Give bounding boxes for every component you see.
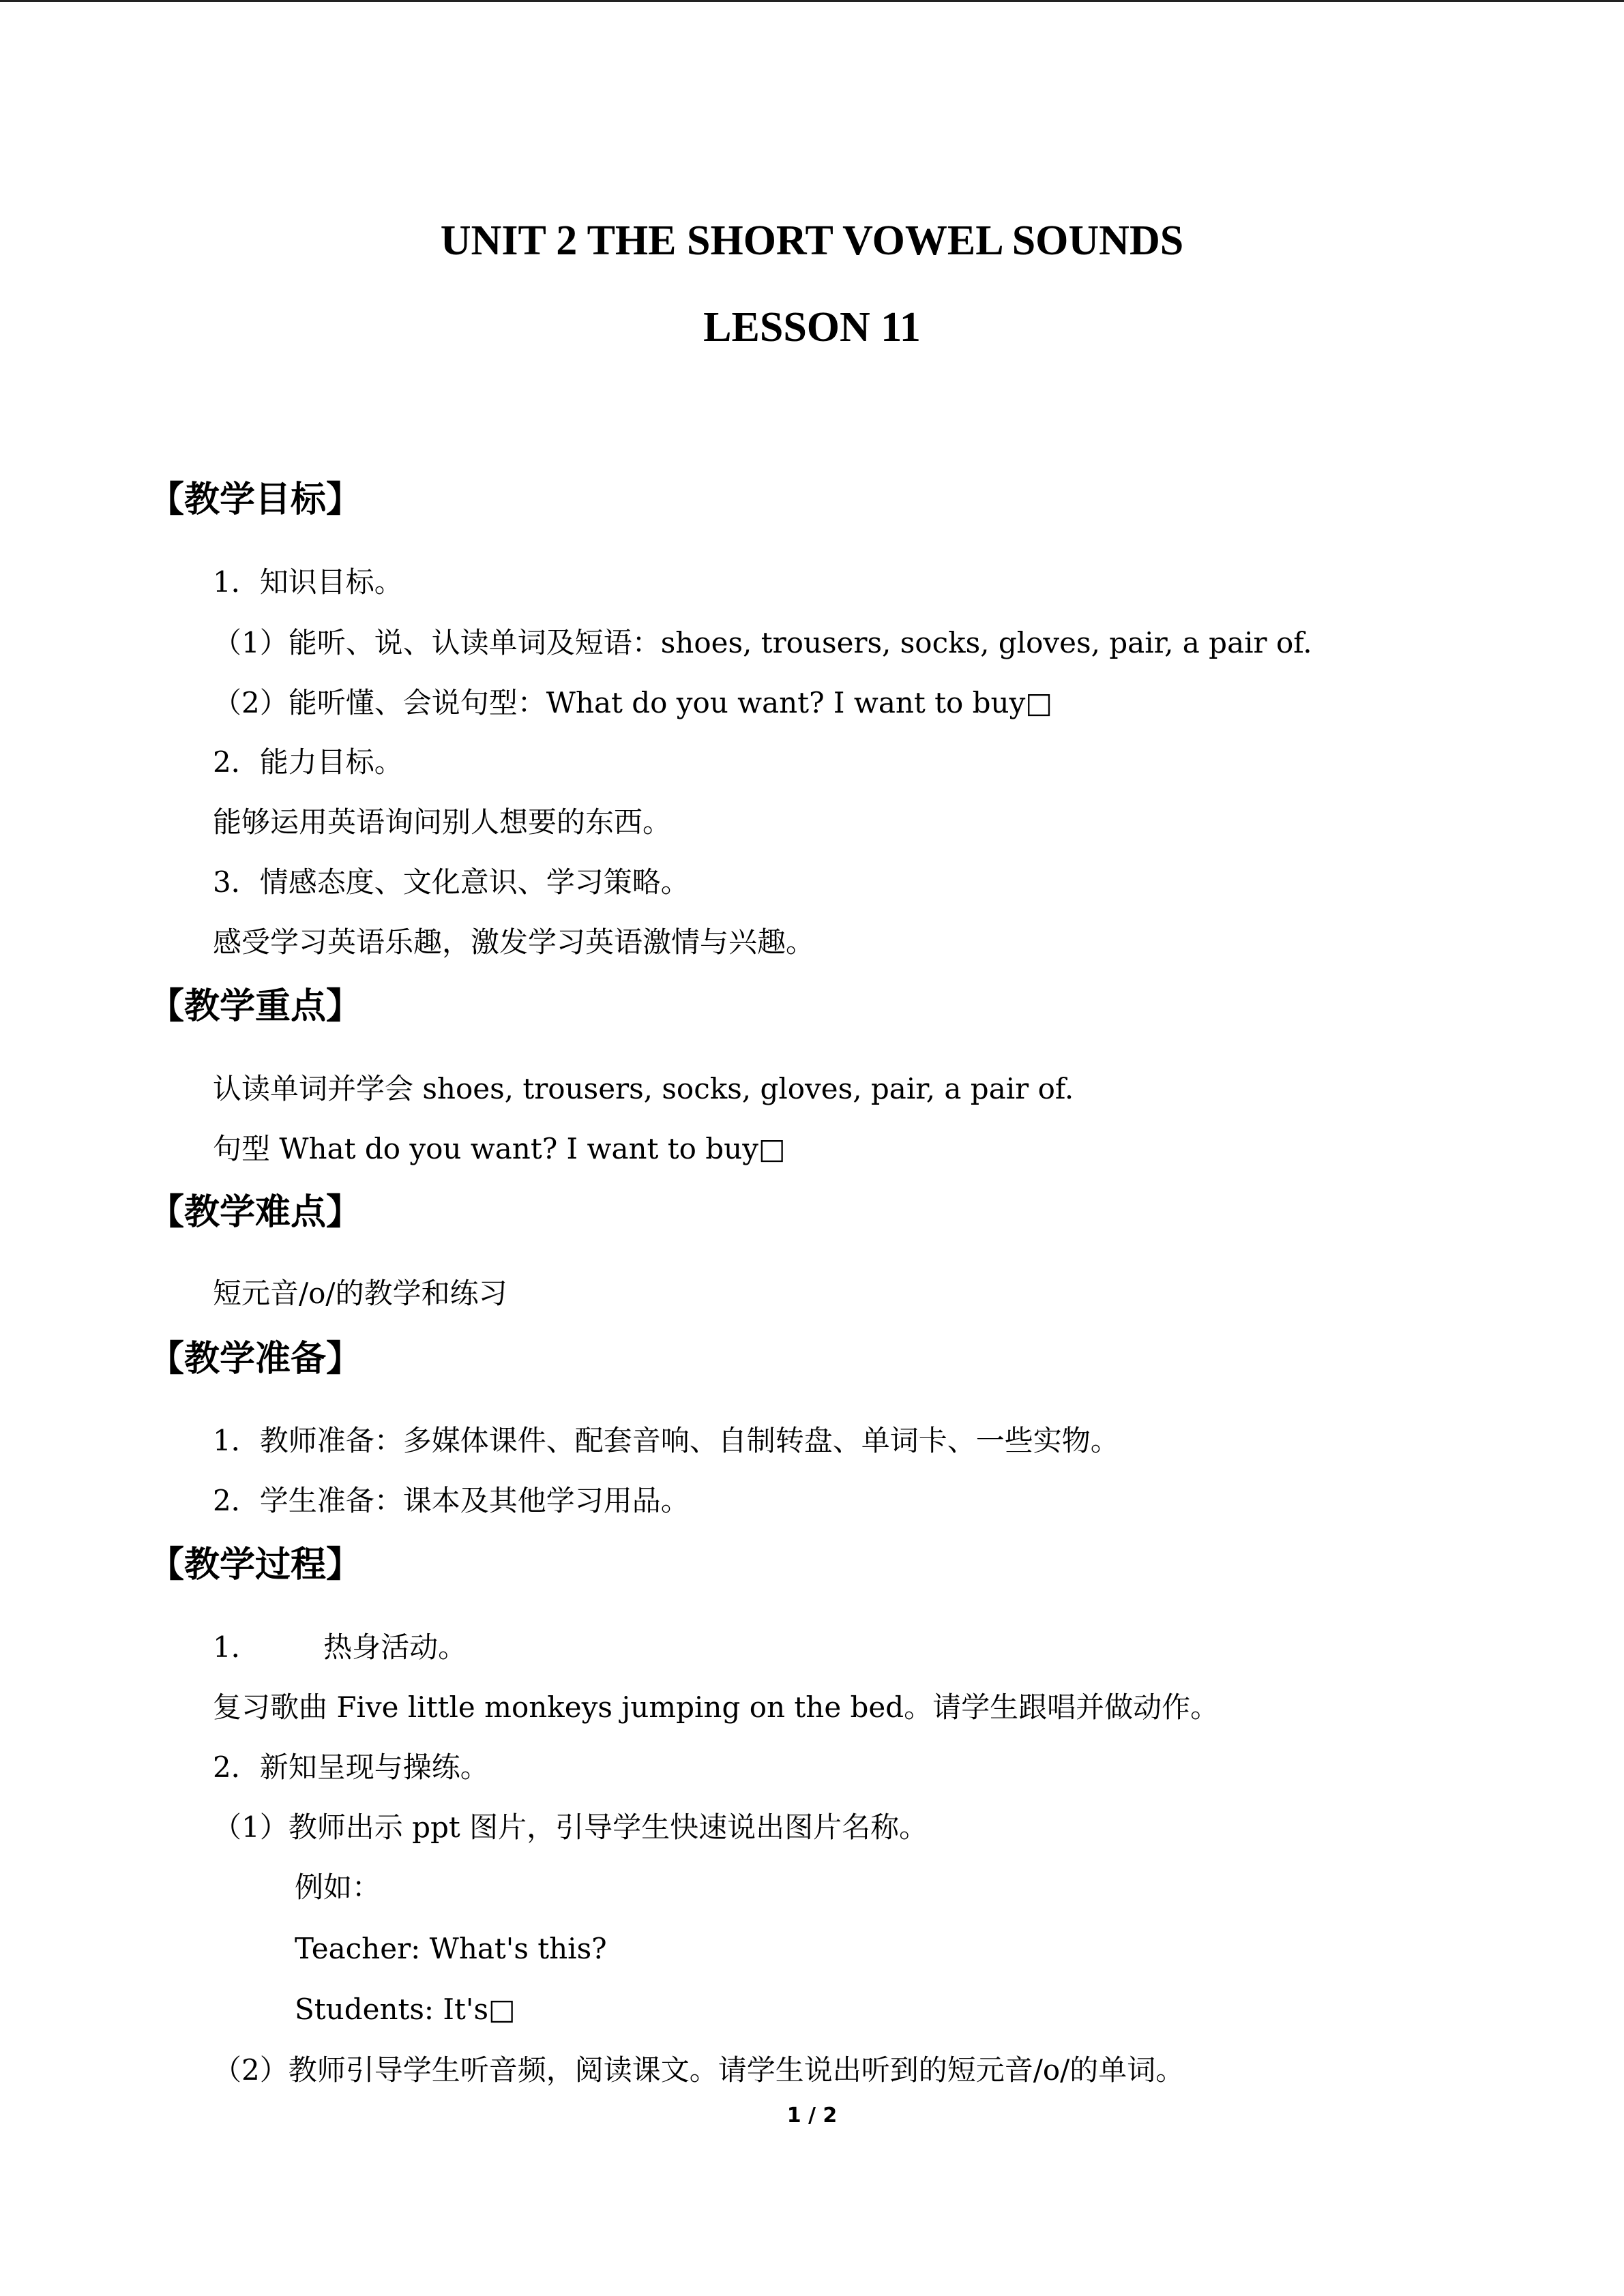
heading-preparation: 【教学准备】 [149, 1339, 362, 1380]
lesson-title: LESSON 11 [703, 304, 921, 351]
process-line-3: 2．新知呈现与操练。 [213, 1750, 489, 1784]
page-number: 1 / 2 [786, 2104, 838, 2128]
process-line-6: Teacher: What's this? [295, 1932, 607, 1965]
process-line-5: 例如： [295, 1870, 381, 1904]
objective-line-3: （2）能听懂、会说句型：What do you want? I want to buy□ [213, 686, 1053, 719]
objective-line-2: （1）能听、说、认读单词及短语：shoes, trousers, socks, gloves, pair, a pair of. [213, 626, 1312, 659]
process-line-2: 复习歌曲 Five little monkeys jumping on the bed。请学生跟唱并做动作。 [213, 1690, 1220, 1724]
objective-line-6: 3．情感态度、文化意识、学习策略。 [213, 865, 690, 899]
process-line-7: Students: It's□ [295, 1993, 516, 2026]
document-title: UNIT 2 THE SHORT VOWEL SOUNDS [440, 218, 1184, 264]
heading-objectives: 【教学目标】 [149, 479, 362, 520]
key-point-line-1: 认读单词并学会 shoes, trousers, socks, gloves, pair, a pair of. [213, 1072, 1074, 1105]
objective-line-1: 1．知识目标。 [213, 565, 403, 599]
preparation-line-1: 1．教师准备：多媒体课件、配套音响、自制转盘、单词卡、一些实物。 [213, 1424, 1119, 1457]
difficulty-line-1: 短元音/o/的教学和练习 [213, 1277, 507, 1310]
heading-key-points: 【教学重点】 [149, 986, 362, 1027]
objective-line-4: 2．能力目标。 [213, 745, 403, 779]
process-line-1: 1． 热身活动。 [213, 1630, 467, 1664]
page-top-border [0, 0, 1624, 2]
process-line-8: （2）教师引导学生听音频，阅读课文。请学生说出听到的短元音/o/的单词。 [213, 2053, 1185, 2087]
heading-difficulties: 【教学难点】 [149, 1192, 362, 1233]
key-point-line-2: 句型 What do you want? I want to buy□ [213, 1132, 786, 1165]
objective-line-7: 感受学习英语乐趣，激发学习英语激情与兴趣。 [213, 925, 815, 959]
preparation-line-2: 2．学生准备：课本及其他学习用品。 [213, 1484, 690, 1517]
objective-line-5: 能够运用英语询问别人想要的东西。 [213, 805, 672, 839]
heading-process: 【教学过程】 [149, 1545, 362, 1585]
process-line-4: （1）教师出示 ppt 图片，引导学生快速说出图片名称。 [213, 1810, 928, 1844]
